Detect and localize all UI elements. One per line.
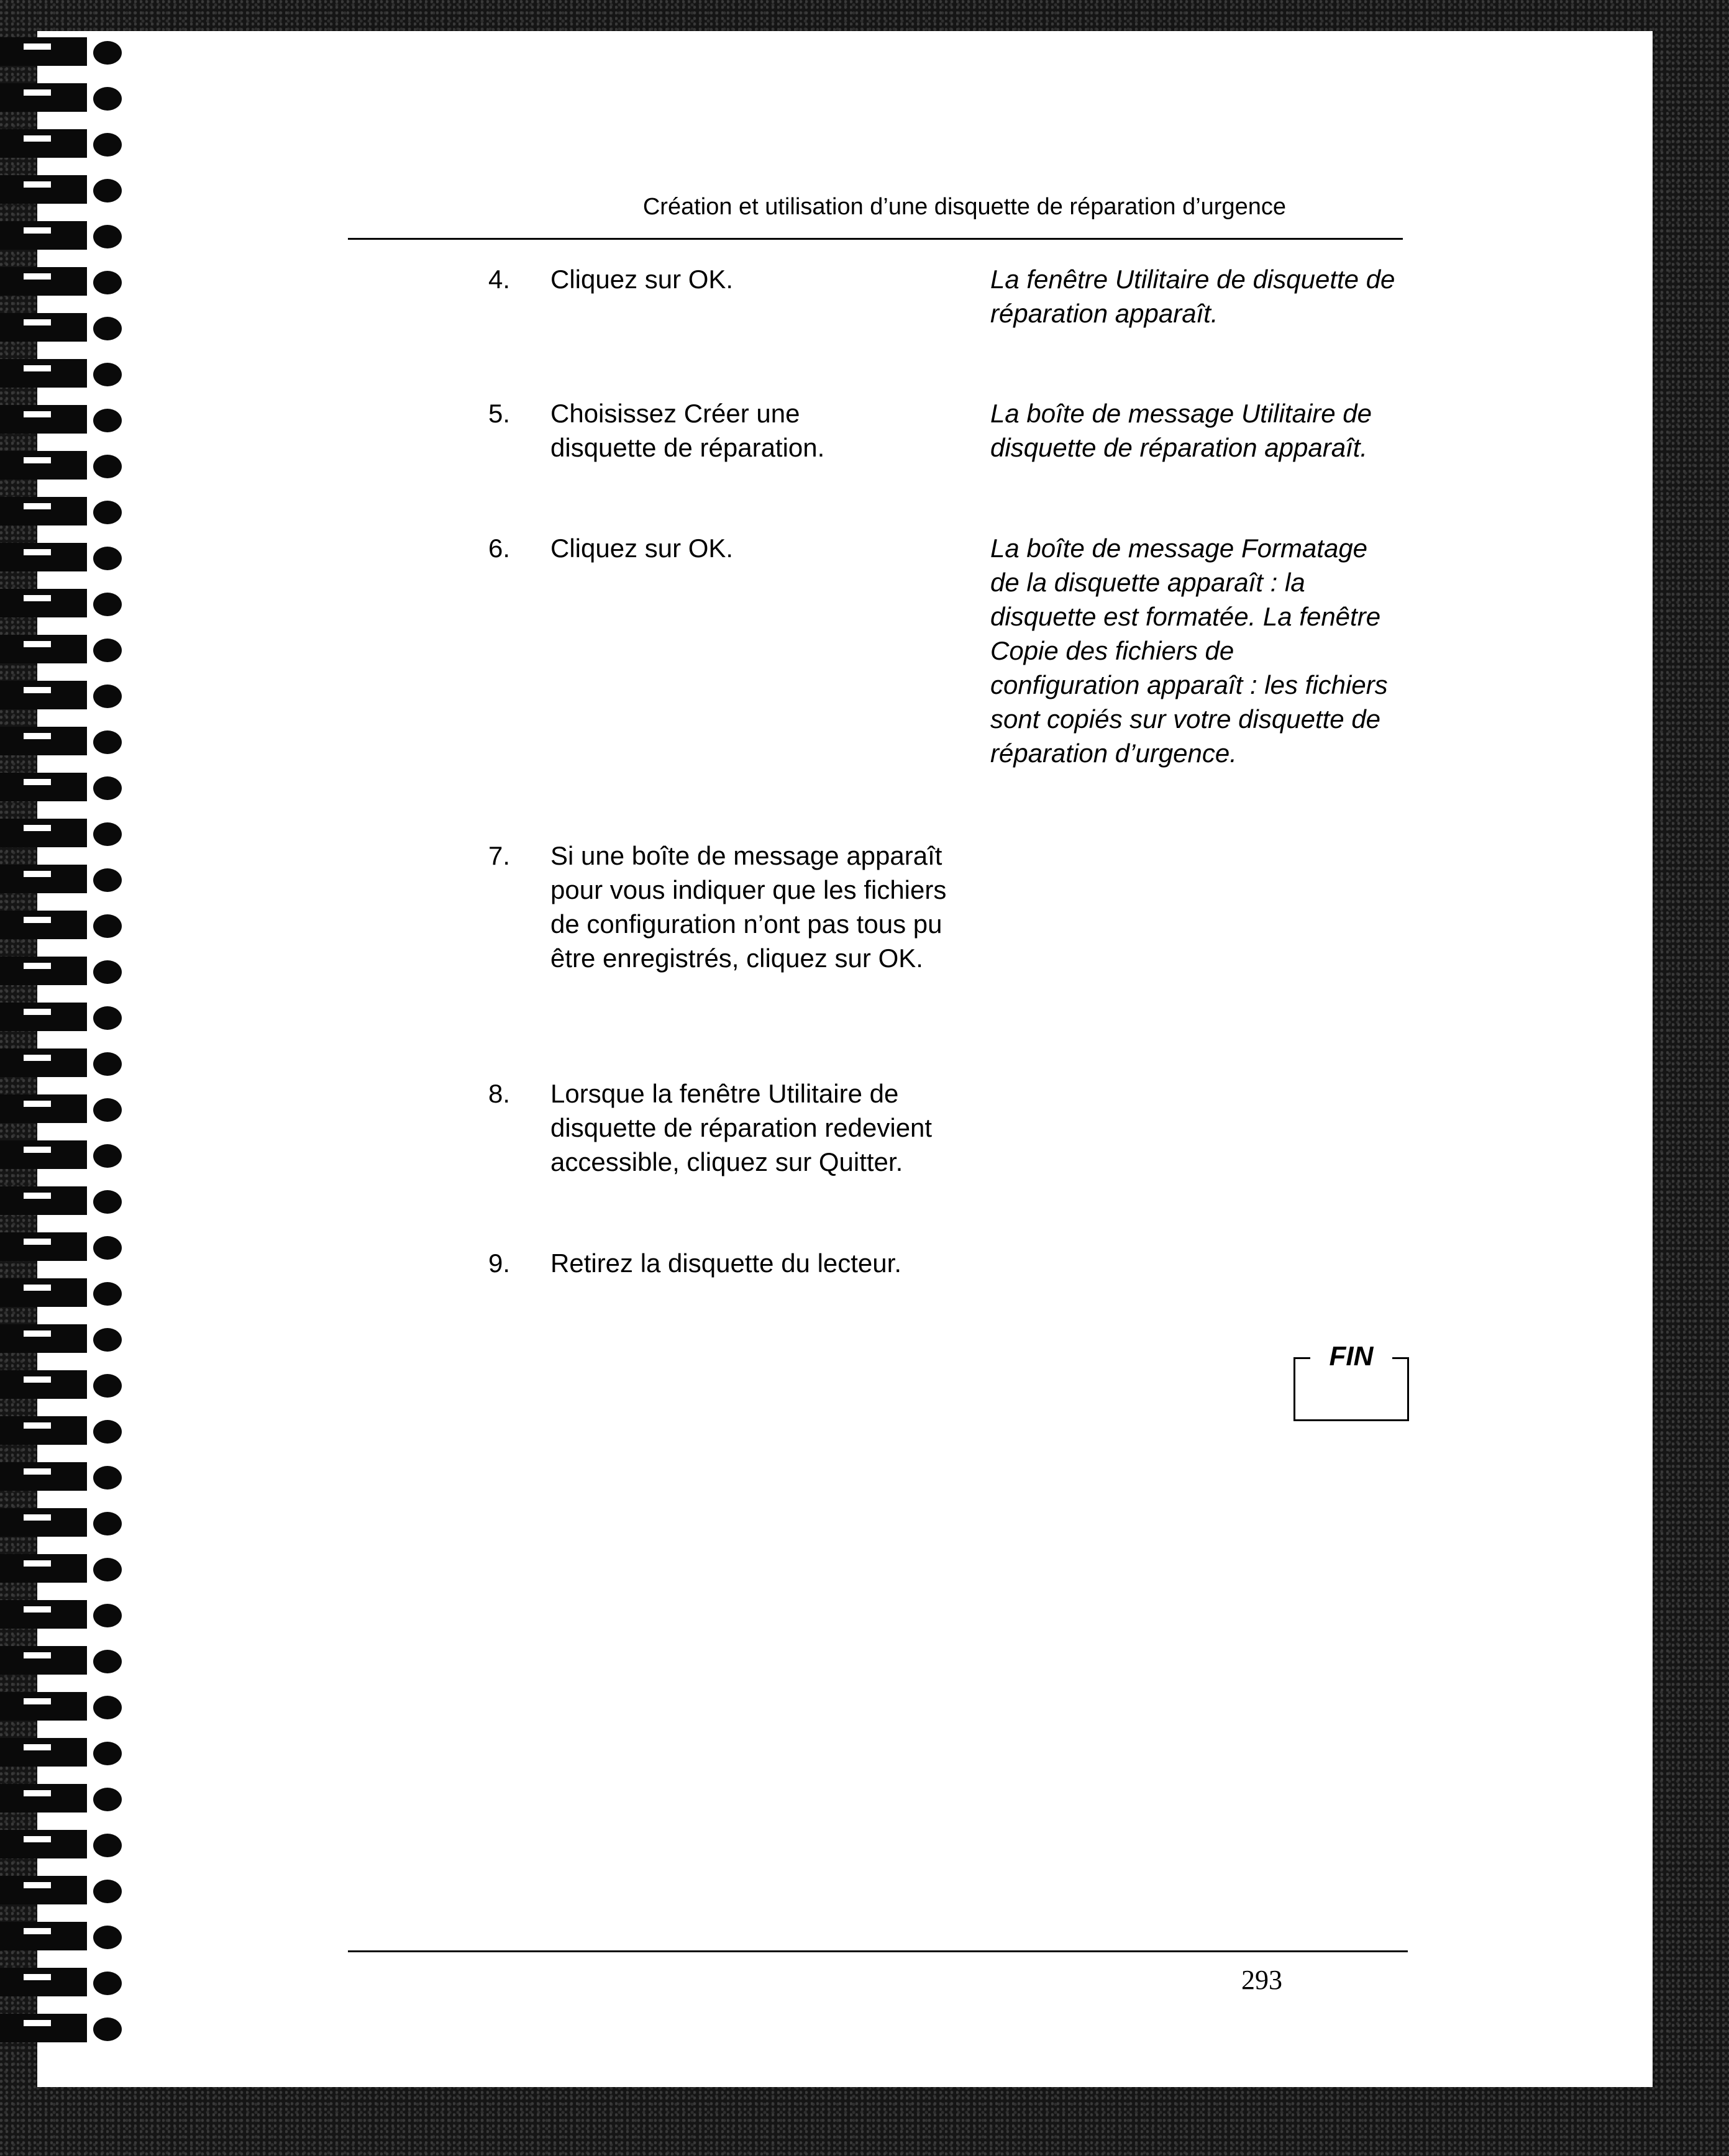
binding-coil [0, 1094, 124, 1123]
binding-coil [0, 1186, 124, 1215]
binding-coil [0, 497, 124, 525]
step-number: 9. [488, 1249, 511, 1278]
step-instruction: Cliquez sur OK. [550, 265, 734, 294]
binding-coil [0, 1968, 124, 1996]
binding-coil [0, 1416, 124, 1445]
step-number: 7. [488, 841, 511, 870]
binding-coil [0, 589, 124, 617]
binding-coil [0, 1692, 124, 1721]
binding-coil [0, 221, 124, 250]
binding-coil [0, 1462, 124, 1491]
binding-coil [0, 1784, 124, 1813]
binding-coil [0, 1554, 124, 1583]
binding-coil [0, 1508, 124, 1537]
binding-coil [0, 1232, 124, 1261]
step-result: La fenêtre Utilitaire de disquette de réparation apparaît. [990, 265, 1395, 328]
end-marker-box [1293, 1341, 1409, 1421]
step-number: 6. [488, 534, 511, 563]
step-instruction: Si une boîte de message apparaît pour vous indiquer que les fichiers de configuration n’ont pas tous pu être enregistrés, cliquez sur OK. [550, 841, 947, 973]
page-number: 293 [1241, 1965, 1282, 1995]
spiral-binding [0, 37, 130, 2062]
step-number: 5. [488, 399, 511, 428]
document-page [37, 31, 1653, 2087]
binding-coil [0, 1140, 124, 1169]
binding-coil [0, 1048, 124, 1077]
binding-coil [0, 1646, 124, 1675]
binding-coil [0, 1738, 124, 1767]
binding-coil [0, 1876, 124, 1904]
binding-coil [0, 359, 124, 388]
running-header: Création et utilisation d’une disquette de réparation d’urgence [642, 194, 1286, 220]
binding-coil [0, 83, 124, 112]
step-result: La boîte de message Formatage de la disquette apparaît : la disquette est formatée. La fenêtre Copie des fichiers de configuration apparaît : les fichiers sont copiés sur votre disquette de réparation d’urgence. [990, 534, 1388, 768]
binding-coil [0, 37, 124, 66]
binding-coil [0, 727, 124, 755]
step-number: 8. [488, 1079, 511, 1108]
binding-coil [0, 1830, 124, 1858]
step-instruction: Lorsque la fenêtre Utilitaire de disquette de réparation redevient accessible, cliquez sur Quitter. [550, 1079, 933, 1176]
binding-coil [0, 129, 124, 158]
binding-coil [0, 911, 124, 939]
header-rule [348, 238, 1403, 240]
binding-coil [0, 175, 124, 204]
step-result: La boîte de message Utilitaire de disquette de réparation apparaît. [990, 399, 1372, 462]
end-marker: FIN [1325, 1341, 1379, 1372]
binding-coil [0, 865, 124, 893]
binding-coil [0, 405, 124, 434]
binding-coil [0, 2014, 124, 2042]
binding-coil [0, 1922, 124, 1950]
binding-coil [0, 1600, 124, 1629]
binding-coil [0, 773, 124, 801]
binding-coil [0, 451, 124, 480]
binding-coil [0, 267, 124, 296]
binding-coil [0, 313, 124, 342]
footer-rule [348, 1950, 1408, 1952]
binding-coil [0, 1278, 124, 1307]
binding-coil [0, 819, 124, 847]
step-number: 4. [488, 265, 511, 294]
binding-coil [0, 1003, 124, 1031]
binding-coil [0, 1324, 124, 1353]
binding-coil [0, 1370, 124, 1399]
binding-coil [0, 635, 124, 663]
step-instruction: Choisissez Créer une disquette de réparation. [550, 399, 825, 462]
binding-coil [0, 681, 124, 709]
binding-coil [0, 543, 124, 571]
step-instruction: Retirez la disquette du lecteur. [550, 1249, 901, 1278]
binding-coil [0, 957, 124, 985]
step-instruction: Cliquez sur OK. [550, 534, 734, 563]
